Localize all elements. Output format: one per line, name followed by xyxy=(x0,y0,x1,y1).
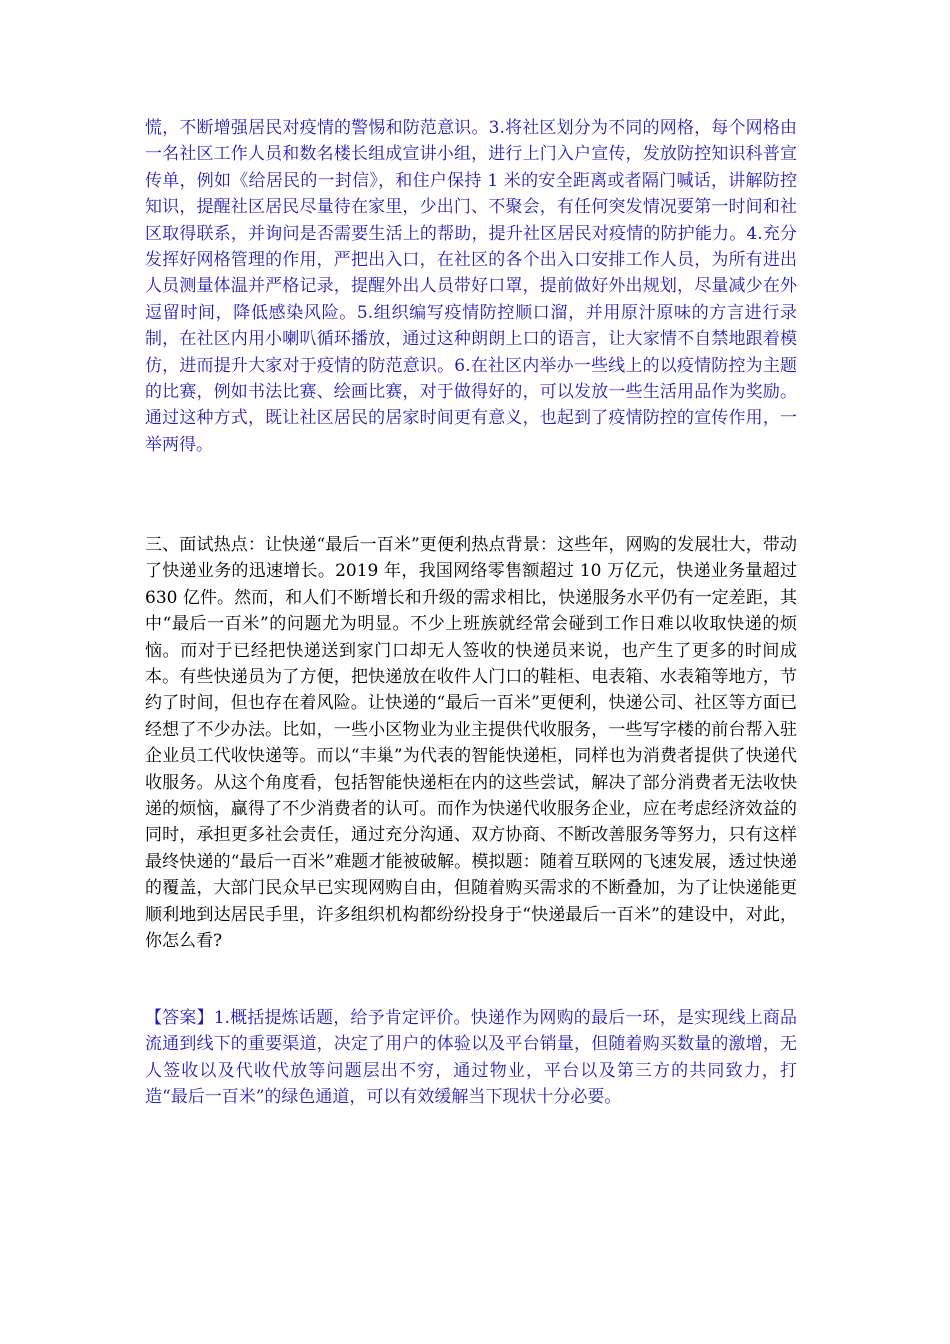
answer-paragraph: 【答案】1.概括提炼话题，给予肯定评价。快递作为网购的最后一环，是实现线上商品流通到线下的重要渠道，决定了用户的体验以及平台销量，但随着购买数量的激增，无人签收以及代收代放等问题层出不穷，通过物业，平台以及第三方的共同致力，打造“最后一百米”的绿色通道，可以有效缓解当下现状十分必要。 xyxy=(145,1008,797,1108)
interview-question-paragraph: 三、面试热点：让快递“最后一百米”更便利热点背景：这些年，网购的发展壮大，带动了快递业务的迅速增长。2019 年，我国网络零售额超过 10 万亿元，快递业务量超过 630 亿件。然而，和人们不断增长和升级的需求相比，快递服务水平仍有一定差距，其中“最后一百米”的问题尤为明显。不少上班族就经常会碰到工作日难以收取快递的烦恼。而对于已经把快递送到家门口却无人签收的快递员来说，也产生了更多的时间成本。有些快递员为了方便，把快递放在收件人门口的鞋柜、电表箱、水表箱等地方，节约了时间，但也存在着风险。让快递的“最后一百米”更便利，快递公司、社区等方面已经想了不少办法。比如，一些小区物业为业主提供代收服务，一些写字楼的前台帮入驻企业员工代收快递等。而以“丰巢”为代表的智能快递柜，同样也为消费者提供了快递代收服务。从这个角度看，包括智能快递柜在内的这些尝试，解决了部分消费者无法收快递的烦恼，赢得了不少消费者的认可。而作为快递代收服务企业，应在考虑经济效益的同时，承担更多社会责任，通过充分沟通、双方协商、不断改善服务等努力，只有这样最终快递的“最后一百米”难题才能被破解。模拟题：随着互联网的飞速发展，透过快递的覆盖，大部门民众早已实现网购自由，但随着购买需求的不断叠加，为了让快递能更顺利地到达居民手里，许多组织机构都纷纷投身于“快递最后一百米”的建设中，对此，你怎么看? xyxy=(145,535,797,952)
answer-continuation-paragraph: 慌，不断增强居民对疫情的警惕和防范意识。3.将社区划分为不同的网格，每个网格由一名社区工作人员和数名楼长组成宣讲小组，进行上门入户宣传，发放防控知识科普宣传单，例如《给居民的一封信》，和住户保持 1 米的安全距离或者隔门喊话，讲解防控知识，提醒社区居民尽量待在家里，少出门、不聚会，有任何突发情况要第一时间和社区取得联系，并询问是否需要生活上的帮助，提升社区居民对疫情的防护能力。4.充分发挥好网格管理的作用，严把出入口，在社区的各个出入口安排工作人员，为所有进出人员测量体温并严格记录，提醒外出人员带好口罩，提前做好外出规划，尽量减少在外逗留时间，降低感染风险。5.组织编写疫情防控顺口溜，并用原汁原味的方言进行录制，在社区内用小喇叭循环播放，通过这种朗朗上口的语言，让大家情不自禁地跟着模仿，进而提升大家对于疫情的防范意识。6.在社区内举办一些线上的以疫情防控为主题的比赛，例如书法比赛、绘画比赛，对于做得好的，可以发放一些生活用品作为奖励。通过这种方式，既让社区居民的居家时间更有意义，也起到了疫情防控的宣传作用，一举两得。 xyxy=(145,118,797,455)
